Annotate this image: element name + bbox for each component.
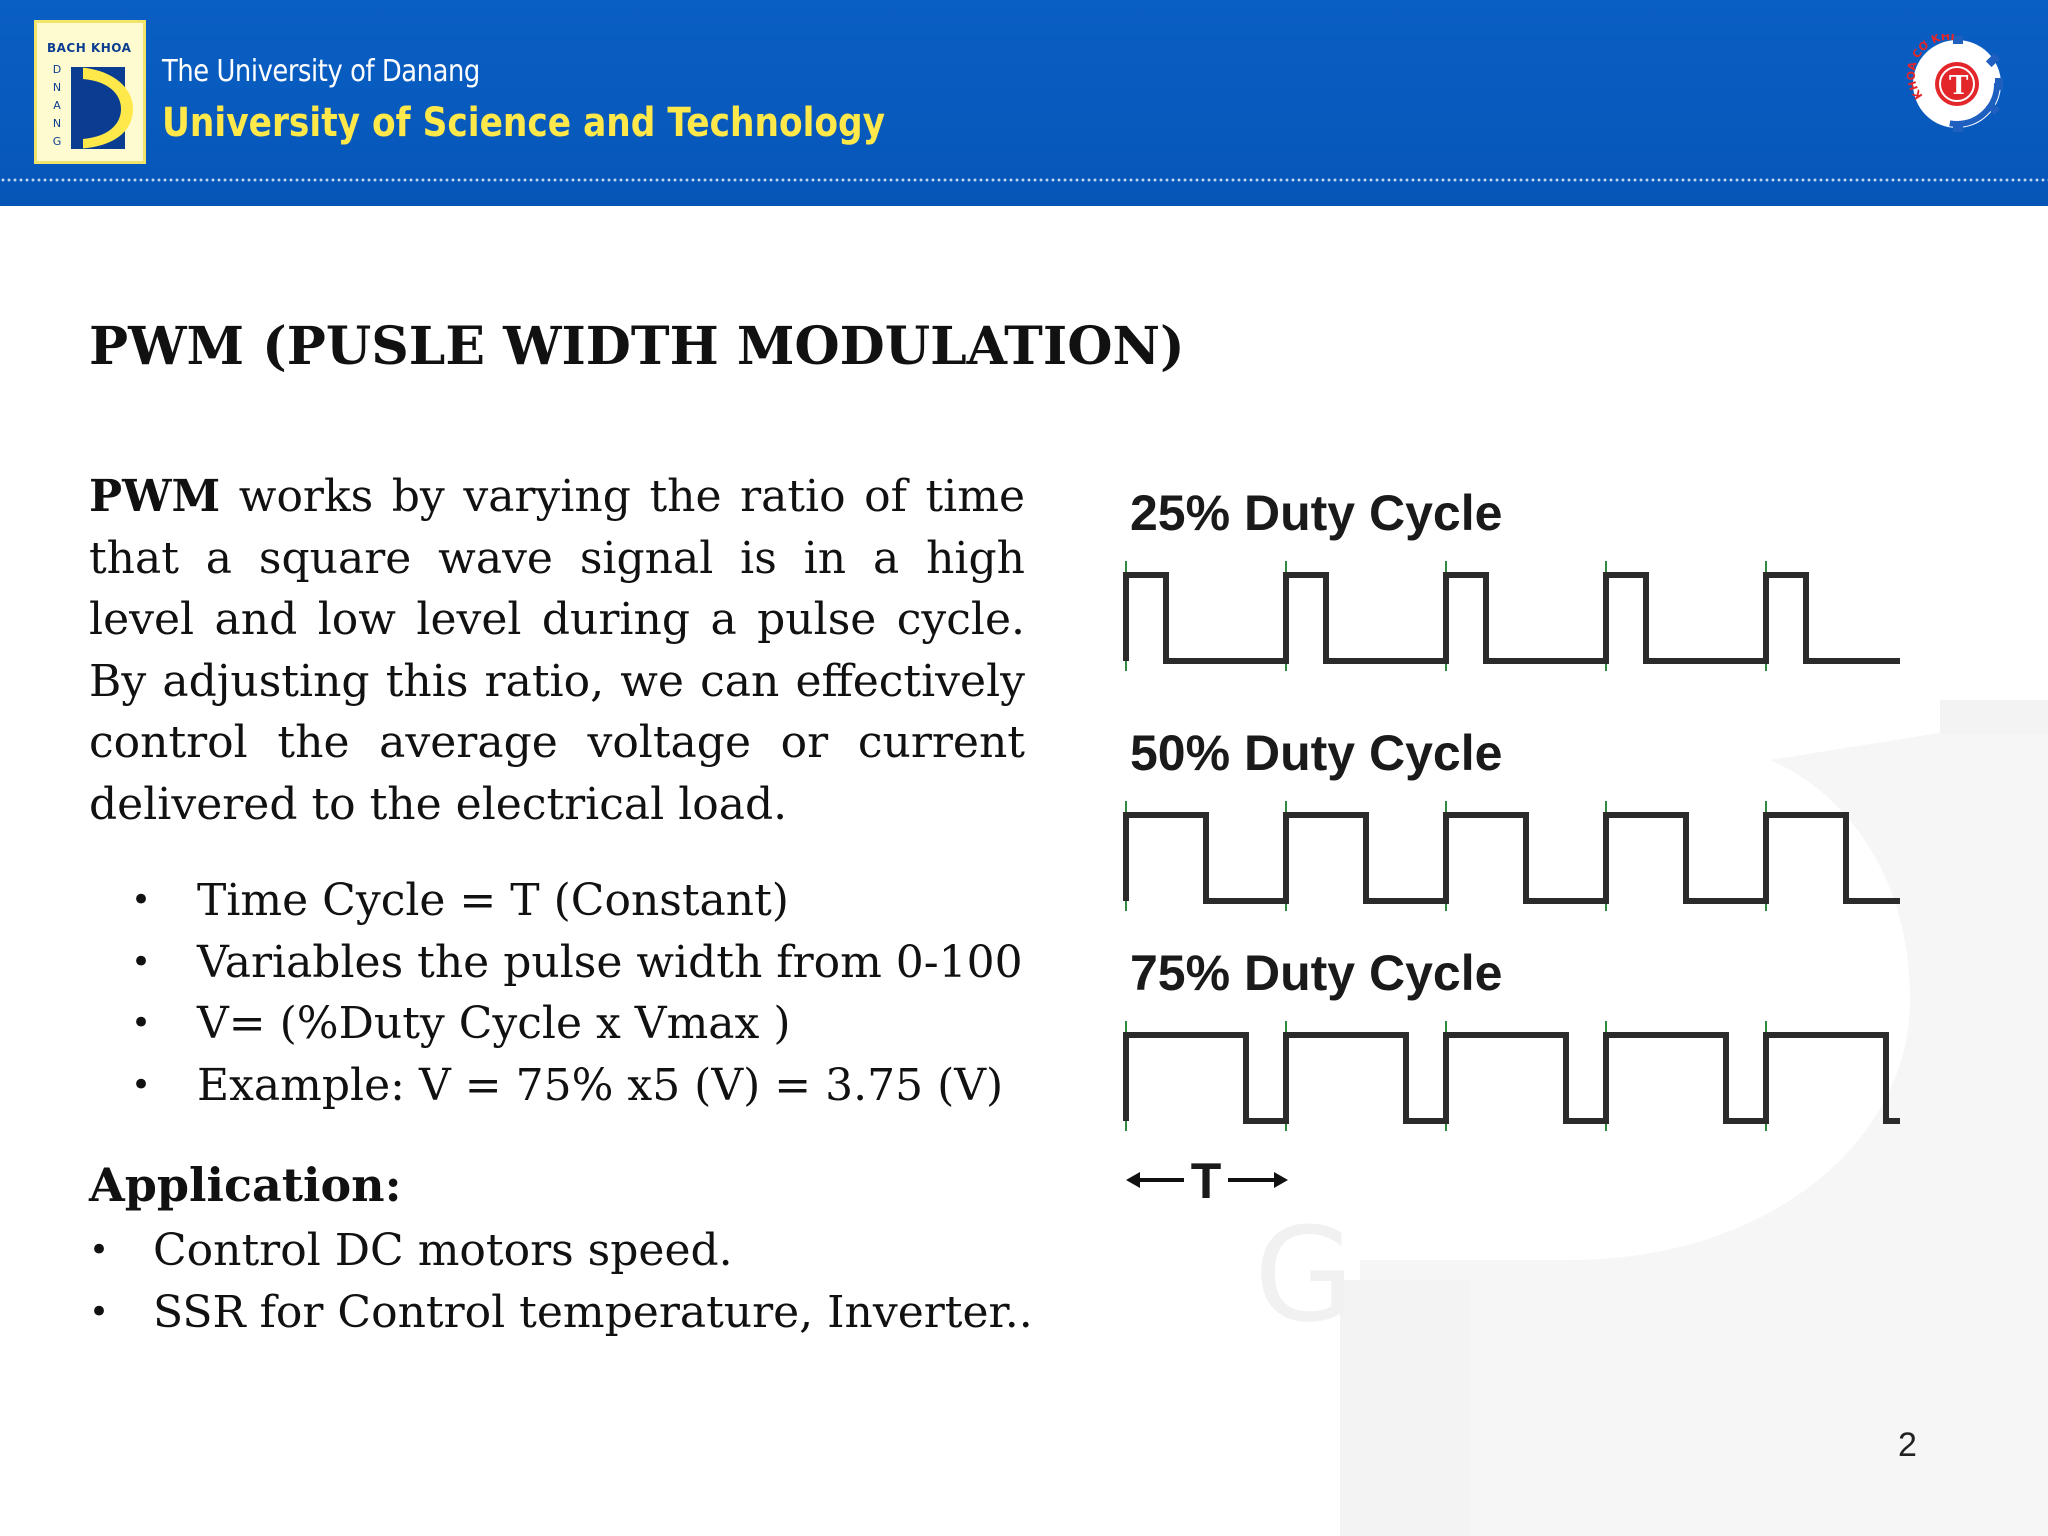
faculty-logo <box>1905 34 2005 134</box>
application-heading: Application: <box>89 1158 402 1212</box>
waveform-label: 50% Duty Cycle <box>1130 725 1503 781</box>
logo-vertical-text: D N A N G <box>52 63 62 148</box>
list-item: • Control DC motors speed. <box>89 1220 1033 1282</box>
header-dotted-rule <box>0 176 2048 184</box>
page-number: 2 <box>1898 1426 1917 1464</box>
paragraph-text: works by varying the ratio of time that a square wave signal is in a high level and low level during a pulse cycle. By adjusting this ratio, we can effectively control the average voltage or current delivered to the electrical load. <box>89 471 1025 830</box>
intro-paragraph <box>89 466 1025 835</box>
university-name-small: The University of Danang <box>162 54 480 89</box>
header-base-strip <box>0 196 2048 206</box>
waveform-label: 25% Duty Cycle <box>1130 485 1503 541</box>
list-item: • Variables the pulse width from 0-100 <box>89 932 1023 994</box>
list-item: • Example: V = 75% x5 (V) = 3.75 (V) <box>89 1055 1023 1117</box>
pwm-waveform-diagram <box>1110 480 1930 1210</box>
list-item: • Time Cycle = T (Constant) <box>89 870 1023 932</box>
pwm-waveform <box>1126 815 1900 901</box>
pwm-waveform <box>1126 1035 1900 1121</box>
waveform-label: 75% Duty Cycle <box>1130 945 1503 1001</box>
svg-text:G: G <box>1254 1199 1355 1351</box>
period-label: T <box>1190 1153 1222 1209</box>
university-logo <box>34 20 146 164</box>
list-item: • V= (%Duty Cycle x Vmax ) <box>89 993 1023 1055</box>
pwm-facts-list <box>89 870 1023 1116</box>
period-arrow <box>1126 1153 1288 1209</box>
list-item: • SSR for Control temperature, Inverter.. <box>89 1282 1033 1344</box>
faculty-logo-text: KHOA CƠ KHÍ <box>1905 34 1956 102</box>
logo-text: BACH KHOA <box>47 41 132 55</box>
gear-logo-icon <box>1905 34 2005 134</box>
application-list <box>89 1220 1033 1343</box>
pwm-waveform <box>1126 575 1900 661</box>
paragraph-bold-term: PWM <box>89 471 221 522</box>
slide-title: PWM (PUSLE WIDTH MODULATION) <box>89 316 1185 377</box>
svg-text:T: T <box>1949 71 1969 101</box>
university-name-big: University of Science and Technology <box>162 100 886 146</box>
